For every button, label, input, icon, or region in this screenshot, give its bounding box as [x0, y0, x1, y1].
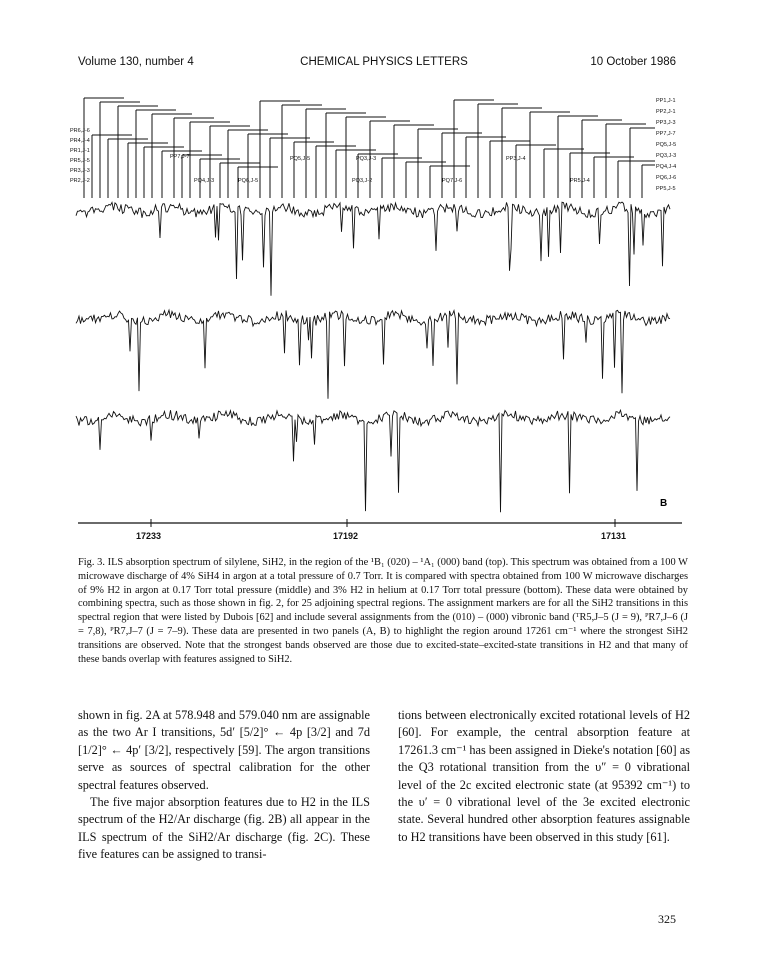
body-paragraph: tions between electronically excited rotational levels of H2 [60]. For example, the central absorption feature at 17261.3 cm⁻¹ has been assigned in Dieke's notation [60] as the Q3 rotational transition from the υ″ = 0 vibrational level of the 2c excited electronic state (at 95392 cm⁻¹) to the υ′ = 0 vibrational level of the 3e excited electronic state. Several hundred other absorption features assignable to H2 transitions have been observed in this study [61]. — [398, 708, 690, 844]
marker-label: PQ6,J-5 — [238, 178, 259, 184]
running-header-date: 10 October 1986 — [590, 56, 676, 68]
marker-label: PR5,J-5 — [70, 158, 90, 164]
spectrum-figure — [70, 80, 690, 550]
axis-tick-label: 17131 — [601, 531, 627, 541]
body-column-right — [398, 707, 690, 846]
marker-label: PR6,J-6 — [70, 128, 90, 134]
marker-label: PP7,J-7 — [170, 154, 190, 160]
body-paragraph: The five major absorption features due to H2 in the ILS spectrum of the H2/Ar discharge (fig. 2B) all appear in the ILS spectrum of the SiH2/Ar discharge (fig. 2C). These five features can be assigned to transi- — [78, 795, 370, 862]
body-column-left — [78, 707, 370, 864]
marker-label: PR1,J-1 — [70, 148, 90, 154]
marker-label: PR4,J-4 — [70, 138, 90, 144]
marker-label: PQ5,J-5 — [656, 142, 677, 148]
spectrum-trace-middle — [76, 310, 670, 399]
panel-label: B — [660, 498, 668, 509]
spectrum-trace-bottom — [76, 410, 670, 512]
marker-label: PQ7,J-6 — [442, 178, 463, 184]
spectrum-trace-top — [76, 202, 670, 296]
marker-label: PR5,J-4 — [570, 178, 590, 184]
marker-label: PQ3,J-2 — [352, 178, 373, 184]
marker-label: PQ5,J-5 — [290, 156, 311, 162]
running-header-volume: Volume 130, number 4 — [78, 56, 194, 68]
axis-tick-label: 17233 — [136, 531, 162, 541]
page-number: 325 — [658, 912, 676, 926]
marker-label: PQ3,J-3 — [356, 156, 377, 162]
figure-caption: Fig. 3. ILS absorption spectrum of silylene, SiH2, in the region of the ¹B₁ (020) – ¹A₁ (000) band (top). This spectrum was obtained from a 100 W microwave discharge of 4% SiH4 in argon at a total pressure of 0.7 Torr. It is compared with spectra obtained from 100 W microwave discharges of 9% H2 in argon at 0.17 Torr total pressure (middle) and 3% H2 in helium at 0.17 Torr total pressure (bottom). These data were obtained by combining spectra, such as those shown in fig. 2, for 25 adjoining spectral regions. The assignment markers are for all the SiH2 transitions in this spectral region that were listed by Dubois [62] and include several assignments from the (010) – (000) vibronic band (ᵀR5,J–5 (J = 9), ᴾR7,J–6 (J = 7,8), ᴾR7,J–7 (J = 7–9). These data are presented in two panels (A, B) to highlight the region around 17261 cm⁻¹ where the strongest SiH2 transitions are observed. Note that the strongest bands observed are those due to excited-state–excited-state transitions in H2 and that many of these bands overlap with features assigned to SiH2. — [78, 557, 688, 665]
marker-label: PP2,J-1 — [656, 109, 676, 115]
body-paragraph: shown in fig. 2A at 578.948 and 579.040 nm are assignable as the two Ar I transitions, 5d′ [5/2]° ← 4p [3/2] and 7d [1/2]° ← 4p′ [3/2], respectively [59]. The argon transitions serve as sources of spectral calibration for the other spectral features observed. — [78, 708, 371, 792]
marker-label: PR2,J-2 — [70, 178, 90, 184]
marker-label: PR3,J-3 — [70, 168, 90, 174]
marker-label: PP7,J-7 — [656, 131, 676, 137]
marker-label: PP3,J-4 — [506, 156, 526, 162]
marker-label: PQ3,J-3 — [656, 153, 677, 159]
marker-label: PP1,J-1 — [656, 98, 676, 104]
assignment-marker-labels — [70, 98, 676, 192]
marker-label: PQ4,J-3 — [194, 178, 215, 184]
marker-label: PP3,J-3 — [656, 120, 676, 126]
axis-tick-label: 17192 — [333, 531, 359, 541]
marker-label: PP5,J-5 — [656, 186, 676, 192]
marker-label: PQ4,J-4 — [656, 164, 677, 170]
running-header-journal: CHEMICAL PHYSICS LETTERS — [300, 56, 468, 68]
marker-label: PQ6,J-6 — [656, 175, 677, 181]
